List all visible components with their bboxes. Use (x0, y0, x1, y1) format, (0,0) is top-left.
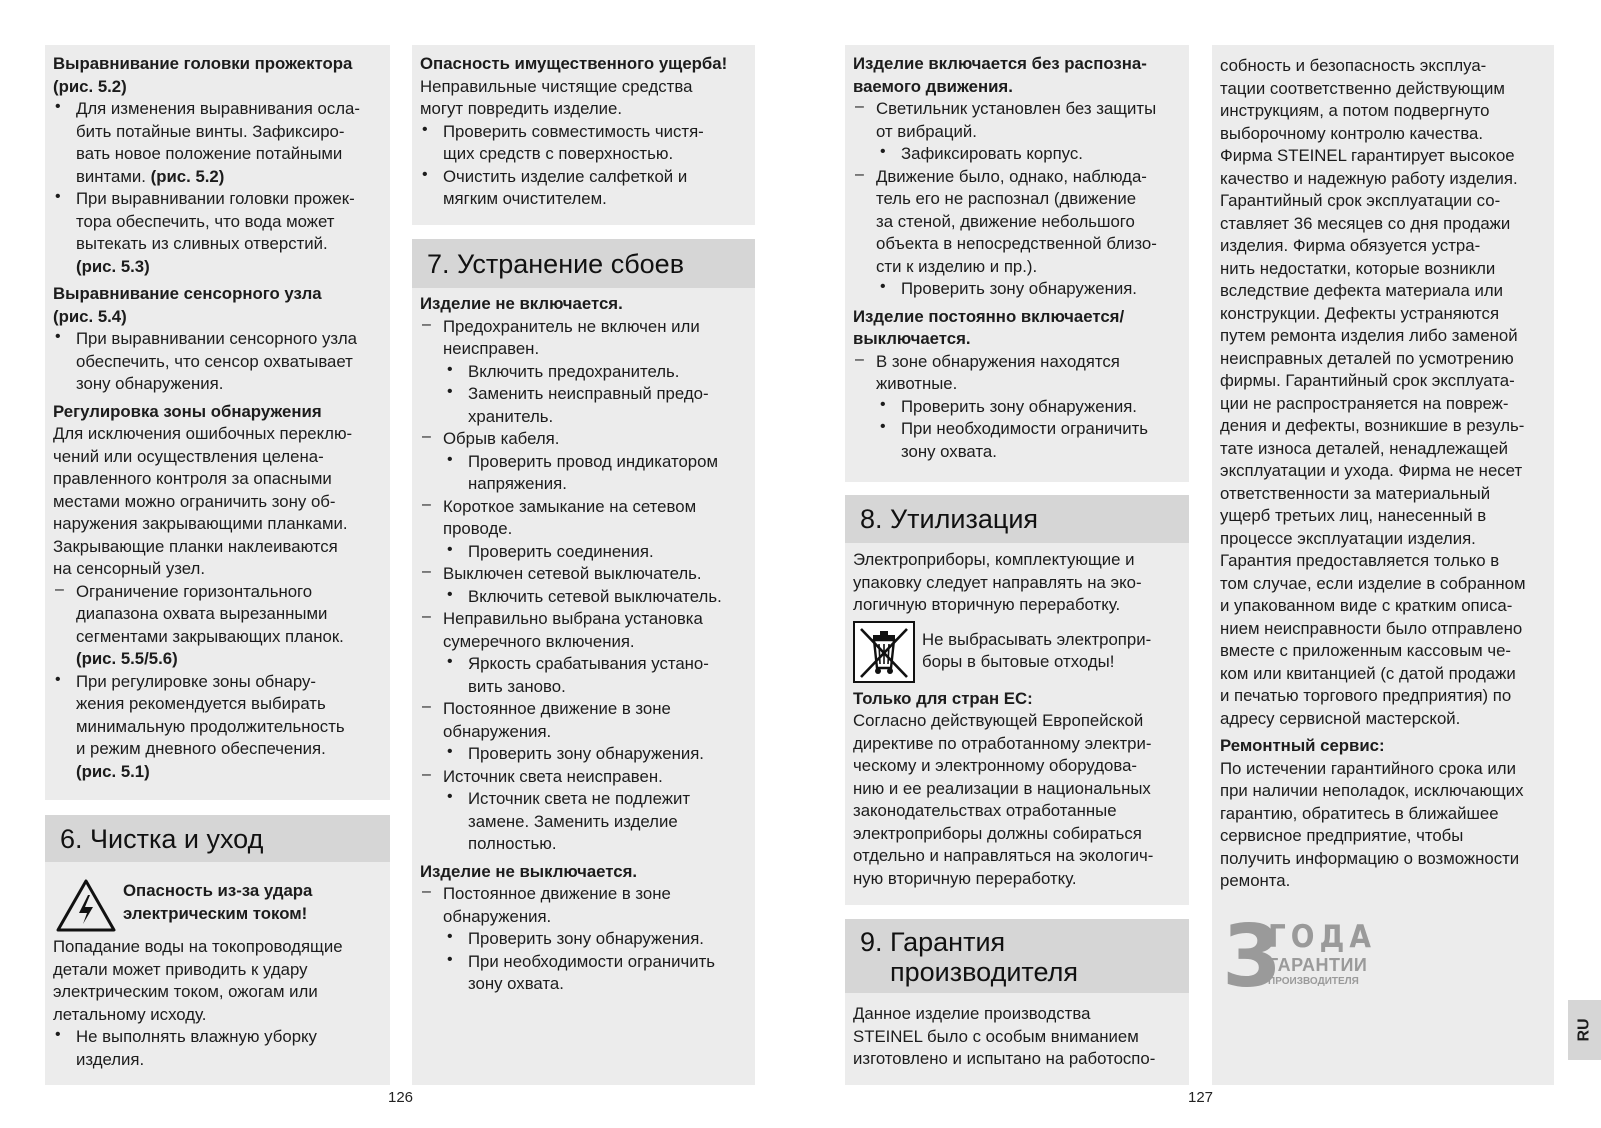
bullet-icon: • (447, 585, 453, 603)
text-line: Проверить совместимость чистя- (443, 121, 704, 141)
text-span: винтами. (76, 166, 151, 186)
text-line: электрическим током, ожогам или (53, 982, 318, 1001)
crossed-bin-icon (853, 621, 915, 683)
text-line: собность и безопасность эксплуа- (1220, 56, 1487, 75)
text-line: за стеной, движение небольшого (876, 211, 1135, 231)
logo-text: ПРОИЗВОДИТЕЛЯ (1268, 976, 1359, 987)
text-line: ческому и электронному оборудова- (853, 756, 1138, 775)
bullet-icon: • (880, 418, 886, 435)
list-item (420, 608, 747, 653)
list-item (420, 928, 747, 951)
list-item (853, 278, 1181, 301)
text-line: процессе эксплуатации изделия. (1220, 528, 1476, 548)
text-line: зону обнаружения. (76, 374, 224, 393)
figure-ref: (рис. 5.1) (76, 761, 150, 781)
text-line: логичную вторичную переработку. (853, 595, 1121, 614)
heading-floodlight-alignment-ref: (рис. 5.2) (53, 76, 127, 96)
list-item (420, 451, 747, 496)
text-line: объекта в непосредственной близо- (876, 234, 1157, 253)
subheading: ваемого движения. (853, 76, 1013, 96)
text-line: тации соответственно действующим (1220, 78, 1505, 98)
text-line: отдельно и направляться на экологич- (853, 846, 1154, 865)
bullet-icon: • (880, 143, 886, 160)
text-line: нить недостатки, которые возникли (1220, 258, 1496, 278)
heading-detection-zone: Регулировка зоны обнаружения (53, 401, 322, 421)
list-item (53, 1026, 382, 1071)
text-line: В зоне обнаружения находятся (876, 351, 1120, 371)
dash-icon: – (422, 495, 431, 513)
text-line: эксплуатации и ухода. Фирма не несет (1220, 461, 1523, 480)
text-line: чений или осуществления целена- (53, 446, 324, 466)
text-line: замене. Заменить изделие (468, 811, 678, 831)
dash-icon: – (422, 765, 431, 783)
text-line: конструкции. Дефекты устраняются (1220, 303, 1500, 323)
bullet-icon: • (447, 450, 453, 468)
text-line: путем ремонта изделия либо заменой (1220, 326, 1518, 345)
subheading: Только для стран ЕС: (853, 688, 1033, 708)
text-line: и печатью торгового предприятия) по (1220, 686, 1512, 705)
logo-text: ГОДА (1268, 919, 1376, 955)
text-line: обнаружения. (443, 906, 552, 926)
text-line: упаковку следует направлять на эко- (853, 572, 1142, 592)
electric-warning (53, 880, 382, 934)
list-item (53, 98, 382, 188)
text-line: адресу сервисной мастерской. (1220, 708, 1461, 728)
text-line: неисправных деталей по усмотрению (1220, 348, 1514, 368)
text-line: Не выполнять влажную уборку (76, 1027, 317, 1046)
text-line: Проверить зону обнаружения. (468, 929, 704, 948)
paragraph (853, 710, 1181, 890)
text-line: Включить сетевой выключатель. (468, 586, 722, 606)
list-item (420, 586, 747, 609)
text-line: тель его не распознал (движение (876, 189, 1137, 208)
text-line: неисправен. (443, 339, 540, 358)
section-9-body (845, 993, 1189, 1085)
list-item (853, 396, 1181, 419)
subheading: выключается. (853, 329, 971, 348)
dash-icon: – (422, 563, 431, 580)
text-line: наружения закрывающими планками. (53, 514, 348, 533)
text-line: директиве по отработанному электри- (853, 733, 1152, 753)
heading-sensor-alignment: Выравнивание сенсорного узла (53, 284, 322, 303)
section-title: производителя (890, 957, 1078, 987)
language-tab (1568, 1000, 1601, 1060)
list-item (420, 743, 747, 766)
dash-icon: – (422, 428, 431, 445)
list-item (853, 166, 1181, 279)
section-6-header (45, 815, 390, 862)
text-line: Закрывающие планки наклеиваются (53, 536, 338, 556)
bullet-icon: • (422, 120, 428, 138)
text-line: Зафиксировать корпус. (901, 144, 1083, 163)
text-line: Выключен сетевой выключатель. (443, 564, 702, 583)
text-line: инструкциям, а потом подвергнуто (1220, 101, 1490, 120)
text-line: и режим дневного обеспечения. (76, 739, 326, 758)
heading-floodlight-alignment: Выравнивание головки прожектора (53, 54, 353, 73)
text-line: нием неисправности было отправлено (1220, 618, 1523, 638)
page-number-right: 127 (1188, 1089, 1214, 1106)
dash-icon: – (422, 315, 431, 333)
text-line: могут повредить изделие. (420, 99, 623, 118)
figure-ref: (рис. 5.2) (150, 166, 225, 186)
text-line: диапазона охвата вырезанными (76, 604, 328, 623)
list-item (420, 766, 747, 789)
dash-icon: – (855, 98, 864, 115)
text-line: сти к изделию и пр.). (876, 256, 1038, 276)
text-line: хранитель. (468, 406, 554, 426)
text-line: Короткое замыкание на сетевом (443, 496, 697, 516)
text-line: ответственности за материальный (1220, 483, 1491, 503)
text-line: ции не распространяется на повреж- (1220, 393, 1509, 413)
bullet-icon: • (880, 395, 886, 413)
text-line: Неправильные чистящие средства (420, 76, 693, 96)
text-line: и упакованном виде с кратким описа- (1220, 596, 1513, 615)
text-line: зону охвата. (468, 974, 564, 993)
bullet-icon: • (447, 383, 453, 400)
bullet-icon: • (55, 328, 61, 345)
text-line: проводе. (443, 519, 513, 538)
text-line: Не выбрасывать электропри- (922, 629, 1152, 649)
text-line: при наличии неполадок, исключающих (1220, 781, 1524, 800)
text-line: Электроприборы, комплектующие и (853, 550, 1135, 569)
section-7-body (412, 288, 755, 1085)
bullet-icon: • (447, 540, 453, 558)
disposal-notice (853, 621, 1181, 683)
list-item (53, 581, 382, 671)
text-line: Неправильно выбрана установка (443, 609, 703, 628)
text-line: ком или квитанцией (с датой продажи (1220, 663, 1516, 683)
bullet-icon: • (422, 165, 428, 183)
text-line: По истечении гарантийного срока или (1220, 758, 1516, 778)
section-title: 6. Чистка и уход (60, 823, 264, 854)
warning-title: электрическим током! (123, 903, 308, 923)
text-line: STEINEL было с особым вниманием (853, 1026, 1139, 1046)
text-line: законодательствах отработанные (853, 801, 1117, 820)
logo-number: 3 (1222, 907, 1282, 1007)
text-line: животные. (876, 374, 958, 393)
text-line: Ограничение горизонтального (76, 581, 313, 601)
text-line: Источник света не подлежит (468, 789, 691, 808)
list-item (420, 361, 747, 384)
subheading: Изделие не выключается. (420, 861, 638, 881)
text-line: зону охвата. (901, 441, 997, 461)
paragraph (53, 423, 382, 581)
text-line: ставляет 36 месяцев со дня продажи (1220, 213, 1511, 233)
text-line: изделия. Фирма обязуется устра- (1220, 236, 1481, 255)
text-line: Фирма STEINEL гарантирует высокое (1220, 146, 1515, 165)
paragraph (53, 936, 382, 1026)
list-item (420, 788, 747, 856)
list-item (420, 883, 747, 928)
list-item (53, 671, 382, 784)
bullet-icon: • (55, 670, 61, 688)
text-line: Светильник установлен без защиты (876, 99, 1157, 118)
text-line: вытекать из сливных отверстий. (76, 234, 328, 253)
text-line: Постоянное движение в зоне (443, 699, 671, 718)
text-line: Проверить провод индикатором (468, 451, 718, 471)
heading-sensor-alignment-ref: (рис. 5.4) (53, 306, 127, 326)
text-line: Движение было, однако, наблюда- (876, 166, 1147, 186)
text-line: дения и дефекты, возникшие в резуль- (1220, 416, 1525, 435)
warranty-logo (1222, 907, 1382, 1007)
bullet-icon: • (55, 1026, 61, 1043)
text-line: детали может приводить к удару (53, 959, 308, 979)
text-line: обнаружения. (443, 721, 552, 741)
figure-ref: (рис. 5.3) (76, 256, 150, 276)
column-1 (45, 45, 390, 800)
subheading: Изделие постоянно включается/ (853, 306, 1125, 326)
paragraph (1220, 758, 1546, 893)
text-line: Для изменения выравнивания осла- (76, 99, 360, 118)
bullet-icon: • (55, 98, 61, 115)
text-line: гарантию, обратитесь в ближайшее (1220, 803, 1499, 823)
dash-icon: – (855, 350, 864, 368)
text-line: Попадание воды на токопроводящие (53, 937, 343, 956)
text-line: Гарантия предоставляется только в (1220, 551, 1500, 570)
list-item (853, 351, 1181, 396)
dash-icon: – (422, 698, 431, 715)
text-line: ущерб третьих лиц, нанесенный в (1220, 506, 1487, 525)
list-item (853, 98, 1181, 143)
list-item (853, 143, 1181, 166)
text-line: вить заново. (468, 676, 566, 696)
section-9-header (845, 919, 1189, 993)
text-line: щих средств с поверхностью. (443, 144, 674, 163)
warning-title: Опасность из-за удара (123, 881, 313, 900)
bullet-icon: • (55, 188, 61, 205)
bullet-icon: • (447, 653, 453, 670)
bullet-icon: • (447, 928, 453, 945)
text-line: фирмы. Гарантийный срок эксплуата- (1220, 371, 1515, 390)
column-3-top (845, 45, 1189, 482)
text-line: том случае, если изделие в собранном (1220, 573, 1526, 593)
text-line: обеспечить, что сенсор охватывает (76, 351, 353, 371)
text-line: ремонта. (1220, 871, 1291, 890)
text-line: качество и надежную работу изделия. (1220, 168, 1518, 188)
text-line: нию и ее реализации в национальных (853, 778, 1151, 798)
section-title: 7. Устранение сбоев (427, 248, 685, 279)
text-line: При необходимости ограничить (901, 419, 1149, 438)
text-line: выборочному контролю качества. (1220, 123, 1484, 143)
text-line: Проверить соединения. (468, 541, 654, 561)
bullet-icon: • (447, 360, 453, 378)
section-6-body (45, 862, 390, 1085)
text-line: При регулировке зоны обнару- (76, 671, 317, 691)
text-line: ную вторичную переработку. (853, 868, 1077, 888)
text-line: вать новое положение потайными (76, 144, 343, 163)
text-line: Постоянное движение в зоне (443, 884, 671, 903)
list-item (420, 563, 747, 586)
text-line: жения рекомендуется выбирать (76, 694, 326, 713)
text-line: Для исключения ошибочных переклю- (53, 424, 353, 443)
text-line: Данное изделие производства (853, 1004, 1091, 1023)
language-tab-label: RU (1575, 1018, 1593, 1042)
text-line: бить потайные винты. Зафиксиро- (76, 121, 345, 141)
section-title: 8. Утилизация (860, 504, 1039, 534)
text-line: от вибраций. (876, 121, 977, 141)
dash-icon: – (422, 883, 431, 900)
bullet-icon: • (880, 278, 886, 295)
section-8-header (845, 495, 1189, 543)
list-item (420, 698, 747, 743)
text-line: тате износа деталей, ненадлежащей (1220, 438, 1509, 458)
text-line: правленного контроля за опасными (53, 469, 332, 488)
warning-title: Опасность имущественного ущерба! (420, 54, 728, 73)
list-item (420, 428, 747, 451)
text-line: Источник света неисправен. (443, 766, 663, 786)
text-line: При необходимости ограничить (468, 951, 716, 971)
text-line: сервисное предприятие, чтобы (1220, 826, 1464, 845)
figure-ref: (рис. 5.5/5.6) (76, 649, 178, 668)
section-8-body (845, 543, 1189, 905)
text-line: минимальную продолжительность (76, 716, 345, 736)
list-item (420, 166, 747, 211)
list-item (420, 541, 747, 564)
subheading: Изделие включается без распозна- (853, 54, 1147, 73)
page-number-left: 126 (388, 1089, 414, 1106)
list-item (53, 328, 382, 396)
text-line (76, 166, 382, 189)
text-line: Согласно действующей Европейской (853, 711, 1144, 730)
subheading: Изделие не включается. (420, 294, 623, 313)
column-2-top (412, 45, 755, 225)
paragraph (1220, 55, 1546, 730)
list-item (420, 951, 747, 996)
list-item (853, 418, 1181, 463)
list-item (420, 121, 747, 166)
text-line: электроприборы должны собираться (853, 823, 1142, 843)
logo-text: ГАРАНТИИ (1268, 955, 1368, 975)
text-line: напряжения. (468, 474, 567, 493)
list-item (420, 383, 747, 428)
text-line: Заменить неисправный предо- (468, 384, 709, 403)
text-line: Проверить зону обнаружения. (901, 396, 1137, 416)
dash-icon: – (55, 580, 64, 598)
bullet-icon: • (447, 743, 453, 760)
text-line: боры в бытовые отходы! (922, 652, 1115, 671)
text-line: Обрыв кабеля. (443, 429, 560, 448)
text-line: Гарантийный срок эксплуатации со- (1220, 191, 1501, 210)
subheading: Ремонтный сервис: (1220, 736, 1385, 755)
text-line: Проверить зону обнаружения. (901, 279, 1137, 298)
text-line: получить информацию о возможности (1220, 848, 1520, 868)
text-line: вместе с приложенным кассовым че- (1220, 641, 1511, 660)
text-line: сегментами закрывающих планок. (76, 626, 344, 646)
text-line: тора обеспечить, что вода может (76, 211, 335, 231)
text-line: Проверить зону обнаружения. (468, 744, 704, 763)
electric-hazard-icon (55, 878, 117, 934)
bullet-icon: • (447, 950, 453, 968)
list-item (53, 188, 382, 278)
text-line: полностью. (468, 834, 557, 853)
text-line: изделия. (76, 1049, 145, 1069)
text-line: летальному исходу. (53, 1004, 207, 1024)
text-line: Включить предохранитель. (468, 361, 680, 381)
text-line: Яркость срабатывания устано- (468, 654, 709, 673)
bullet-icon: • (447, 788, 453, 805)
dash-icon: – (422, 608, 431, 625)
section-7-header (412, 239, 755, 288)
text-line: Предохранитель не включен или (443, 316, 700, 336)
text-line: При выравнивании головки прожек- (76, 189, 355, 208)
text-line: При выравнивании сенсорного узла (76, 329, 357, 348)
text-line: Очистить изделие салфеткой и (443, 166, 688, 186)
list-item (420, 496, 747, 541)
text-line: вследствие дефекта материала или (1220, 281, 1504, 300)
list-item (420, 316, 747, 361)
text-line: изготовлено и испытано на работоспо- (853, 1049, 1156, 1068)
text-line: сумеречного включения. (443, 631, 635, 651)
section-title: 9. Гарантия (860, 927, 1006, 957)
text-line: местами можно ограничить зону об- (53, 491, 336, 511)
text-line: на сенсорный узел. (53, 559, 205, 578)
list-item (420, 653, 747, 698)
text-line: мягким очистителем. (443, 189, 607, 208)
dash-icon: – (855, 165, 864, 183)
